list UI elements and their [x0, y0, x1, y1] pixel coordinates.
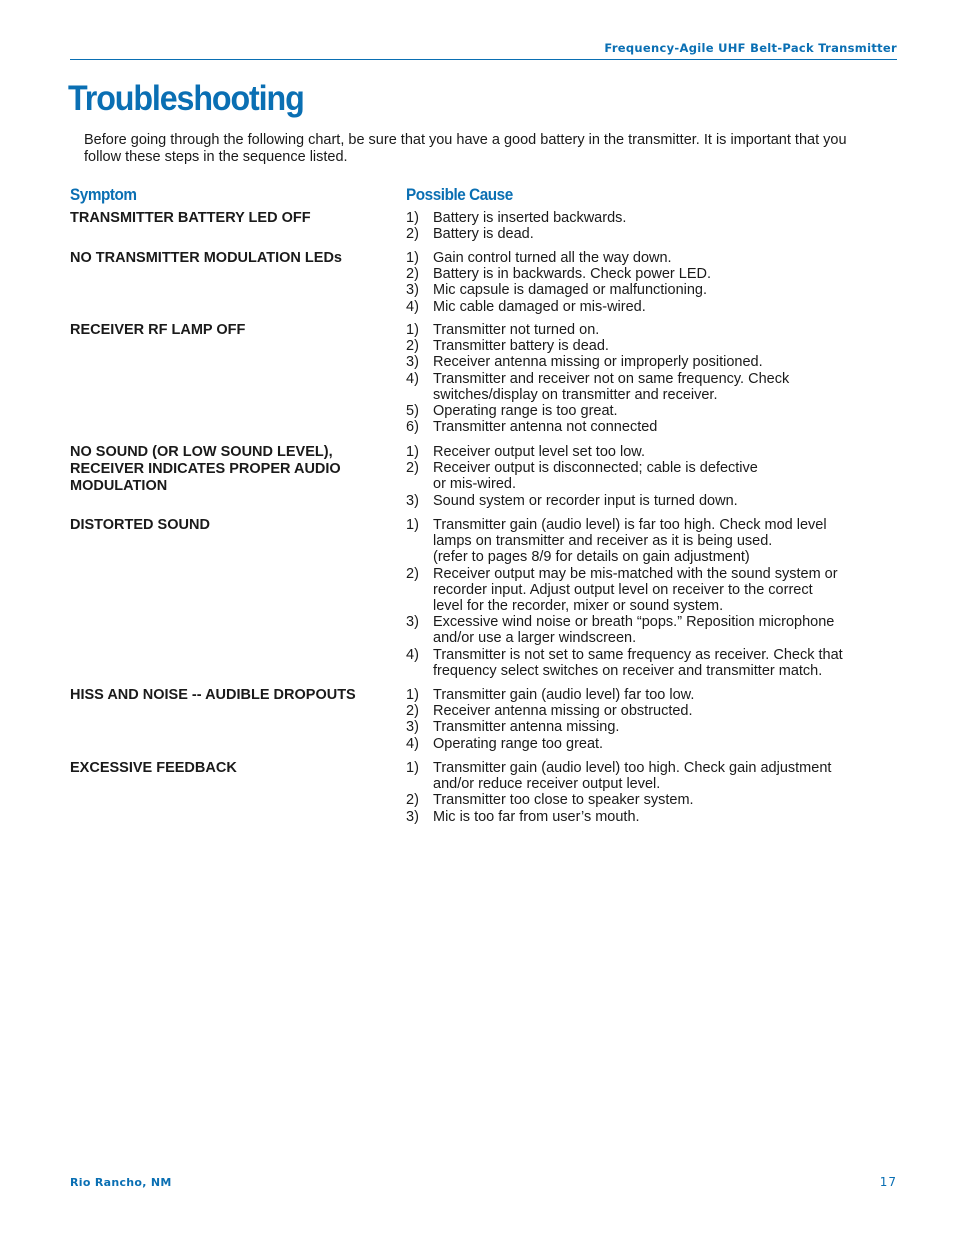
- symptom-label: [70, 517, 390, 534]
- cause-item: [406, 250, 896, 266]
- cause-item: [406, 760, 896, 792]
- symptom-line: EXCESSIVE FEEDBACK: [70, 760, 237, 776]
- cause-text: Battery is inserted backwards.: [433, 210, 627, 226]
- cause-list: [406, 210, 896, 242]
- symptom-label: [70, 444, 390, 495]
- cause-list: [406, 322, 896, 435]
- symptom-line: RECEIVER INDICATES PROPER AUDIO: [70, 461, 341, 477]
- cause-item: [406, 647, 896, 679]
- cause-number: 1): [406, 250, 419, 266]
- cause-number: 3): [406, 354, 419, 371]
- symptom-line: MODULATION: [70, 478, 168, 494]
- cause-text: Receiver output is disconnected; cable is defective: [433, 460, 758, 477]
- cause-number: 3): [406, 614, 419, 631]
- cause-text: Transmitter battery is dead.: [433, 338, 609, 355]
- cause-number: 2): [406, 792, 419, 809]
- running-head: Frequency-Agile UHF Belt-Pack Transmitter: [604, 41, 897, 55]
- cause-number: 3): [406, 719, 419, 736]
- footer-location: Rio Rancho, NM: [70, 1176, 172, 1189]
- cause-number: 4): [406, 735, 419, 752]
- cause-number: 1): [406, 210, 419, 226]
- cause-number: 4): [406, 298, 419, 315]
- cause-number: 4): [406, 370, 419, 387]
- cause-item: [406, 299, 896, 315]
- symptom-line: NO SOUND (OR LOW SOUND LEVEL),: [70, 444, 333, 460]
- cause-number: 6): [406, 419, 419, 436]
- cause-text: Receiver output may be mis-matched with the sound system or: [433, 565, 838, 582]
- symptom-line: DISTORTED SOUND: [70, 517, 210, 533]
- cause-text: Receiver output level set too low.: [433, 444, 645, 460]
- symptom-line: TRANSMITTER BATTERY LED OFF: [70, 210, 311, 226]
- cause-item: [406, 736, 896, 752]
- cause-item: [406, 371, 896, 403]
- cause-item: [406, 444, 896, 460]
- cause-number: 3): [406, 808, 419, 825]
- cause-text: Battery is in backwards. Check power LED.: [433, 266, 712, 283]
- cause-text: Receiver antenna missing or obstructed.: [433, 703, 693, 720]
- cause-item: [406, 566, 896, 615]
- cause-number: 1): [406, 517, 419, 533]
- cause-text: recorder input. Adjust output level on receiver to the correct: [433, 581, 813, 598]
- cause-item: [406, 210, 896, 226]
- cause-text: Mic is too far from user’s mouth.: [433, 808, 640, 825]
- cause-number: 3): [406, 492, 419, 509]
- cause-text: level for the recorder, mixer or sound system.: [433, 598, 724, 615]
- cause-text: Operating range is too great.: [433, 403, 618, 420]
- cause-text: switches/display on transmitter and receiver.: [433, 386, 718, 403]
- cause-text: Mic capsule is damaged or malfunctioning.: [433, 282, 708, 299]
- cause-number: 3): [406, 282, 419, 299]
- cause-list: [406, 250, 896, 315]
- cause-text: Battery is dead.: [433, 226, 534, 243]
- cause-number: 1): [406, 687, 419, 703]
- cause-text: or mis-wired.: [433, 476, 516, 493]
- cause-text: Transmitter and receiver not on same frequency. Check: [433, 370, 790, 387]
- cause-list: [406, 517, 896, 679]
- cause-text: Receiver antenna missing or improperly positioned.: [433, 354, 763, 371]
- cause-number: 2): [406, 226, 419, 243]
- cause-list: [406, 687, 896, 752]
- symptom-label: [70, 250, 390, 267]
- cause-item: [406, 719, 896, 735]
- cause-text: Operating range too great.: [433, 735, 604, 752]
- cause-item: [406, 266, 896, 282]
- symptom-label: [70, 760, 390, 777]
- cause-text: (refer to pages 8/9 for details on gain adjustment): [433, 549, 750, 566]
- cause-item: [406, 493, 896, 509]
- cause-item: [406, 419, 896, 435]
- cause-text: Gain control turned all the way down.: [433, 250, 672, 266]
- symptom-line: NO TRANSMITTER MODULATION LEDs: [70, 250, 342, 266]
- cause-text: Transmitter too close to speaker system.: [433, 792, 694, 809]
- cause-item: [406, 809, 896, 825]
- cause-item: [406, 226, 896, 242]
- symptom-label: [70, 687, 390, 704]
- cause-item: [406, 338, 896, 354]
- symptom-column-heading: Symptom: [70, 185, 137, 204]
- cause-number: 4): [406, 646, 419, 663]
- cause-text: Transmitter gain (audio level) too high. Check gain adjustment: [433, 760, 832, 776]
- cause-number: 2): [406, 338, 419, 355]
- page-number: 17: [879, 1175, 897, 1189]
- cause-text: Transmitter antenna missing.: [433, 719, 620, 736]
- cause-number: 1): [406, 322, 419, 338]
- header-rule: [70, 59, 897, 60]
- cause-item: [406, 403, 896, 419]
- cause-text: Transmitter antenna not connected: [433, 419, 658, 436]
- cause-text: and/or use a larger windscreen.: [433, 630, 637, 647]
- symptom-label: [70, 210, 390, 227]
- cause-number: 5): [406, 403, 419, 420]
- cause-text: Sound system or recorder input is turned down.: [433, 492, 738, 509]
- cause-column-heading: Possible Cause: [406, 185, 513, 204]
- cause-text: Transmitter not turned on.: [433, 322, 600, 338]
- cause-text: Excessive wind noise or breath “pops.” Reposition microphone: [433, 614, 835, 631]
- cause-list: [406, 444, 896, 509]
- cause-number: 2): [406, 565, 419, 582]
- cause-item: [406, 792, 896, 808]
- cause-text: Transmitter gain (audio level) far too low.: [433, 687, 695, 703]
- cause-number: 1): [406, 444, 419, 460]
- cause-number: 1): [406, 760, 419, 776]
- cause-number: 2): [406, 703, 419, 720]
- symptom-line: HISS AND NOISE -- AUDIBLE DROPOUTS: [70, 687, 356, 703]
- cause-item: [406, 282, 896, 298]
- cause-text: Transmitter is not set to same frequency as receiver. Check that: [433, 646, 843, 663]
- cause-number: 2): [406, 266, 419, 283]
- cause-item: [406, 460, 896, 492]
- cause-item: [406, 517, 896, 566]
- cause-text: Transmitter gain (audio level) is far too high. Check mod level: [433, 517, 827, 533]
- symptom-label: [70, 322, 390, 339]
- cause-text: and/or reduce receiver output level.: [433, 776, 661, 793]
- cause-text: lamps on transmitter and receiver as it is being used.: [433, 533, 773, 550]
- cause-item: [406, 687, 896, 703]
- cause-list: [406, 760, 896, 825]
- cause-item: [406, 614, 896, 646]
- cause-text: frequency select switches on receiver and transmitter match.: [433, 662, 823, 679]
- cause-text: Mic cable damaged or mis-wired.: [433, 298, 646, 315]
- cause-number: 2): [406, 460, 419, 477]
- page-title: Troubleshooting: [68, 79, 304, 118]
- intro-paragraph: Before going through the following chart, be sure that you have a good battery in the transmitter. It is important that you follow these steps in the sequence listed.: [84, 132, 847, 165]
- symptom-line: RECEIVER RF LAMP OFF: [70, 322, 246, 338]
- cause-item: [406, 322, 896, 338]
- cause-item: [406, 703, 896, 719]
- cause-item: [406, 354, 896, 370]
